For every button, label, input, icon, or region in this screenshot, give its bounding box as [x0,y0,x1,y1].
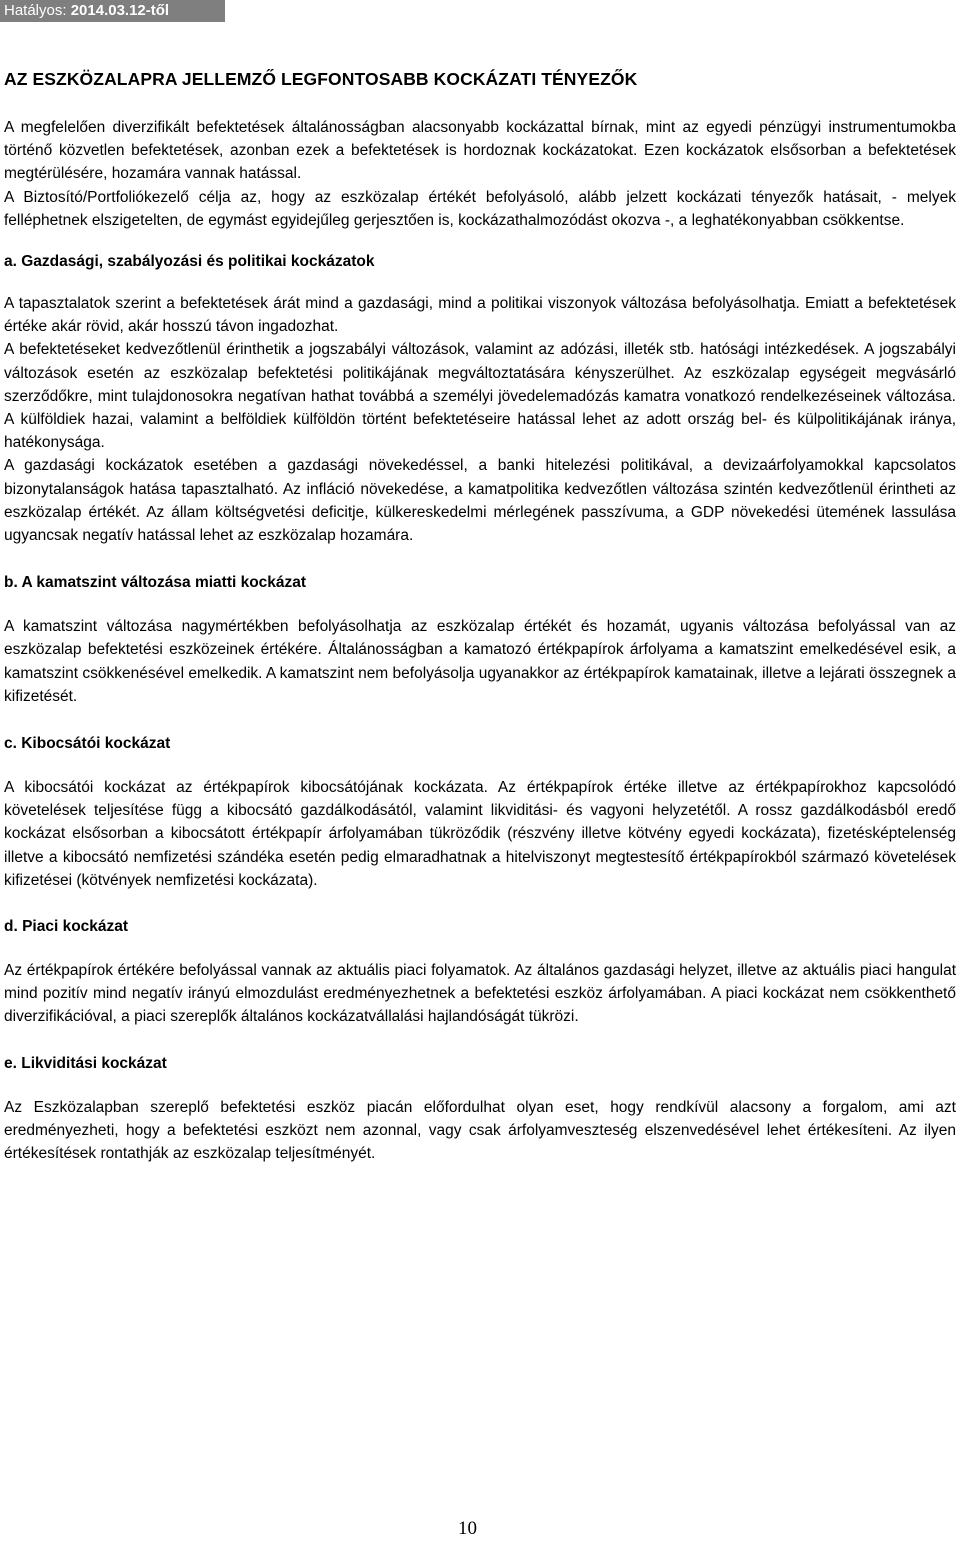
section-paragraph: A tapasztalatok szerint a befektetések árát mind a gazdasági, mind a politikai viszonyok változása befolyásolhatja. Emiatt a befektetések értéke akár rövid, akár hosszú távon ingadozhat. [4,295,956,336]
page-title: AZ ESZKÖZALAPRA JELLEMZŐ LEGFONTOSABB KOCKÁZATI TÉNYEZŐK [4,69,638,89]
effective-date-banner [0,0,225,22]
intro-paragraph: A megfelelően diverzifikált befektetések általánosságban alacsonyabb kockázattal bírnak, mint az egyedi pénzügyi instrumentumokba történő közvetlen befektetések, azonban ezek a befektetések is hordoznak kockázatokat. Ezen kockázatok elsősorban a befektetések megtérülésére, hozamára vannak hatással. [4,119,956,183]
section-paragraph: A kamatszint változása nagymértékben befolyásolhatja az eszközalap értékét és hozamát, ugyanis változása befolyással van az eszközalap befektetési eszközeinek értékére. Általánosságban a kamatozó értékpapírok árfolyama a kamatszint emelkedésével esik, a kamatszint csökkenésével emelkedik. A kamatszint nem befolyásolja ugyanakkor az értékpapírok kamatainak, illetve a lejárati összegnek a kifizetését. [4,618,957,705]
section-body-e [4,1096,956,1166]
section-paragraph: A kibocsátói kockázat az értékpapírok kibocsátójának kockázata. Az értékpapírok értéke illetve az értékpapírokhoz kapcsolódó követelések teljesítése függ a kibocsátó gazdálkodásától, valamint likviditási- és vagyoni helyzetétől. A rossz gazdálkodásból eredő kockázat elsősorban a kibocsátott értékpapír árfolyamában tükröződik (részvény illetve kötvény egyedi kockázata), fizetésképtelenség illetve a kibocsátó nemfizetési szándéka esetén pedig elmaradhatnak a hitelviszonyt megtestesítő értékpapírokból származó követelések kifizetései (kötvények nemfizetési kockázata). [4,779,956,889]
effective-date-label [0,0,225,22]
section-body-b [4,615,956,708]
effective-date-prefix: Hatályos: [4,2,71,19]
section-body-a [4,292,956,547]
section-body-c [4,776,956,892]
section-title-c: c. Kibocsátói kockázat [4,735,171,753]
intro-paragraph: A Biztosító/Portfoliókezelő célja az, hogy az eszközalap értékét befolyásoló, alább jelzett kockázati tényezők hatásait, - melyek felléphetnek elszigetelten, de egymást egyidejűleg gerjesztően is, kockázathalmozódást okozva -, a leghatékonyabban csökkentse. [4,188,956,229]
intro-section [4,116,956,232]
effective-date-value: 2014.03.12-től [70,2,170,19]
section-paragraph: Az Eszközalapban szereplő befektetési eszköz piacán előfordulhat olyan eset, hogy rendkívül alacsony a forgalom, ami azt eredményezheti, hogy a befektetési eszközt nem azonnal, vagy csak árfolyamveszteség elszenvedésével lehet értékesíteni. Az ilyen értékesítések rontathják az eszközalap teljesítményét. [4,1098,956,1163]
section-title-a: a. Gazdasági, szabályozási és politikai kockázatok [4,253,375,271]
section-title-b: b. A kamatszint változása miatti kockázat [4,574,307,592]
section-body-d [4,959,956,1029]
document-body [4,68,956,1165]
page-number: 10 [458,1518,477,1539]
section-title-e: e. Likviditási kockázat [4,1054,167,1072]
section-paragraph: Az értékpapírok értékére befolyással vannak az aktuális piaci folyamatok. Az általános gazdasági helyzet, illetve az aktuális piaci hangulat mind pozitív mind negatív irányú elmozdulást eredményezhetnek a befektetési eszköz árfolyamában. A piaci kockázat nem csökkenthető diverzifikációval, a piaci szereplők általános kockázatvállalási hajlandóságát tükrözi. [4,962,956,1026]
section-paragraph: A befektetéseket kedvezőtlenül érinthetik a jogszabályi változások, valamint az adózási, illeték stb. hatósági intézkedések. A jogszabályi változások esetén az eszközalap befektetési politikájának megváltoztatására kényszerülhet. Az eszközalap egységeit megvásárló szerződőkre, mint tulajdonosokra negatívan hathat továbbá a személyi jövedelemadózás kamatra vonatkozó rendelkezéseinek változása. A külföldiek hazai, valamint a belföldiek külföldön történt befektetéseire hatással lehet az adott ország bel- és külpolitikájának iránya, hatékonysága. [4,341,956,452]
section-title-d: d. Piaci kockázat [4,918,129,936]
section-paragraph: A gazdasági kockázatok esetében a gazdasági növekedéssel, a banki hitelezési politikával, a devizaárfolyamokkal kapcsolatos bizonytalanságok hatása tapasztalható. Az infláció növekedése, a kamatpolitika kedvezőtlen változása szintén kedvezőtlenül érintheti az eszközalap értékét. Az állam költségvetési deficitje, külkereskedelmi mérlegének passzívuma, a GDP növekedési ütemének lassulása ugyancsak negatív hatással lehet az eszközalap hozamára. [4,457,956,545]
